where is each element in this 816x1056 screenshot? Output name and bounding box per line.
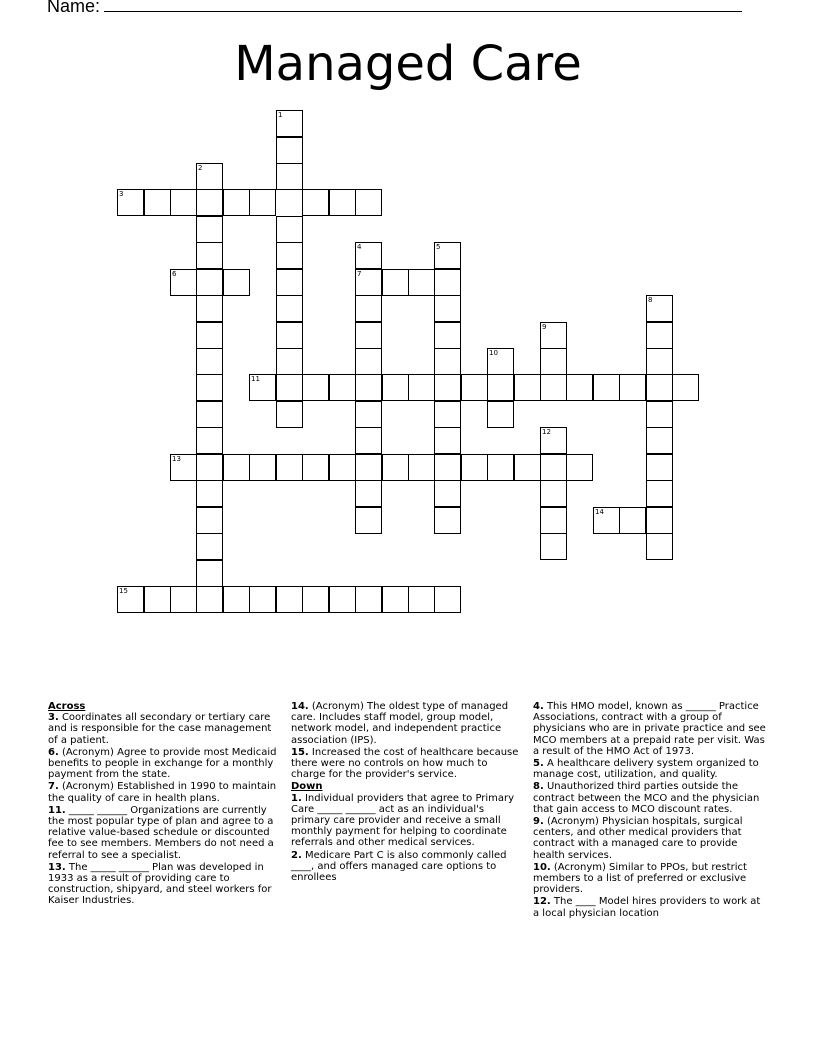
grid-cell[interactable] (355, 480, 382, 507)
grid-cell[interactable] (329, 189, 356, 216)
grid-cell[interactable] (196, 322, 223, 349)
cell-number-7: 7 (357, 270, 362, 278)
grid-cell[interactable] (196, 586, 223, 613)
grid-cell[interactable] (276, 269, 303, 296)
grid-cell[interactable] (434, 401, 461, 428)
grid-cell[interactable] (196, 295, 223, 322)
grid-cell[interactable] (646, 322, 673, 349)
grid-cell[interactable] (434, 295, 461, 322)
grid-cell[interactable] (434, 322, 461, 349)
clue-item: 10. (Acronym) Similar to PPOs, but restrict members to a list of preferred or exclusive providers. (533, 861, 747, 896)
grid-cell[interactable] (487, 374, 514, 401)
grid-cell[interactable] (329, 586, 356, 613)
grid-cell[interactable] (382, 454, 409, 481)
grid-cell[interactable] (276, 137, 303, 164)
cell-number-10: 10 (489, 349, 498, 357)
grid-cell[interactable] (355, 586, 382, 613)
grid-cell[interactable] (196, 374, 223, 401)
grid-cell[interactable] (144, 189, 171, 216)
grid-cell[interactable] (566, 374, 593, 401)
grid-cell[interactable] (276, 374, 303, 401)
cell-number-13: 13 (172, 455, 181, 463)
grid-cell[interactable] (646, 480, 673, 507)
grid-cell[interactable] (593, 374, 620, 401)
clue-item: 6. (Acronym) Agree to provide most Medicaid benefits to people in exchange for a monthly payment from the state. (48, 746, 277, 781)
grid-cell[interactable] (223, 189, 250, 216)
grid-cell[interactable] (223, 454, 250, 481)
grid-cell[interactable] (566, 454, 593, 481)
grid-cell[interactable] (276, 295, 303, 322)
grid-cell[interactable] (355, 374, 382, 401)
grid-cell[interactable] (249, 454, 276, 481)
grid-cell[interactable] (382, 269, 409, 296)
grid-cell[interactable] (540, 480, 567, 507)
clue-item: 14. (Acronym) The oldest type of managed care. Includes staff model, group model, network model, and independent practice association (IPS). (291, 701, 509, 746)
clue-item: 4. This HMO model, known as ______ Practice Associations, contract with a group of physicians who are in private practice and see MCO members at a prepaid rate per visit. Was a result of the HMO Act of 1973. (533, 701, 766, 757)
grid-cell[interactable] (355, 401, 382, 428)
grid-cell[interactable] (302, 189, 329, 216)
grid-cell[interactable] (434, 454, 461, 481)
grid-cell[interactable] (196, 348, 223, 375)
clue-item: 3. Coordinates all secondary or tertiary care and is responsible for the case management of a patient. (48, 712, 272, 746)
grid-cell[interactable] (196, 454, 223, 481)
grid-cell[interactable] (408, 269, 435, 296)
grid-cell[interactable] (276, 216, 303, 243)
grid-cell[interactable] (196, 480, 223, 507)
grid-cell[interactable] (646, 348, 673, 375)
grid-cell[interactable] (646, 374, 673, 401)
grid-cell[interactable] (540, 533, 567, 560)
clue-column-1 (48, 701, 280, 908)
grid-cell[interactable] (540, 374, 567, 401)
grid-cell[interactable] (302, 374, 329, 401)
grid-cell[interactable] (434, 374, 461, 401)
grid-cell[interactable] (223, 269, 250, 296)
grid-cell[interactable] (276, 348, 303, 375)
grid-cell[interactable] (355, 295, 382, 322)
grid-cell[interactable] (434, 348, 461, 375)
grid-cell[interactable] (408, 374, 435, 401)
clue-item: 11. _____ ______ Organizations are currently the most popular type of plan and agree to a relative value-based schedule or discounted fee to see members. Members do not need a referral to see a specialist. (48, 804, 274, 861)
clue-column-2 (291, 701, 525, 884)
grid-cell[interactable] (646, 454, 673, 481)
name-label: Name: (47, 0, 101, 16)
grid-cell[interactable] (408, 586, 435, 613)
grid-cell[interactable] (514, 454, 541, 481)
cell-number-15: 15 (119, 587, 128, 595)
grid-cell[interactable] (249, 189, 276, 216)
grid-cell[interactable] (276, 322, 303, 349)
grid-cell[interactable] (276, 163, 303, 190)
grid-cell[interactable] (540, 507, 567, 534)
grid-cell[interactable] (170, 586, 197, 613)
grid-cell[interactable] (646, 533, 673, 560)
clue-item: 9. (Acronym) Physician hospitals, surgical centers, and other medical providers that contract with a managed care to provide health services. (533, 816, 743, 861)
grid-cell[interactable] (540, 454, 567, 481)
grid-cell[interactable] (355, 507, 382, 534)
grid-cell[interactable] (196, 533, 223, 560)
cell-number-14: 14 (595, 508, 604, 516)
grid-cell[interactable] (540, 348, 567, 375)
grid-cell[interactable] (434, 507, 461, 534)
grid-cell[interactable] (329, 454, 356, 481)
grid-cell[interactable] (302, 454, 329, 481)
cell-number-11: 11 (251, 375, 260, 383)
grid-cell[interactable] (170, 189, 197, 216)
grid-cell[interactable] (196, 242, 223, 269)
grid-cell[interactable] (672, 374, 699, 401)
grid-cell[interactable] (196, 560, 223, 587)
grid-cell[interactable] (249, 586, 276, 613)
cell-number-12: 12 (542, 428, 551, 436)
cell-number-2: 2 (198, 164, 203, 172)
cell-number-8: 8 (648, 296, 653, 304)
grid-cell[interactable] (355, 427, 382, 454)
grid-cell[interactable] (434, 427, 461, 454)
grid-cell[interactable] (434, 480, 461, 507)
grid-cell[interactable] (223, 586, 250, 613)
grid-cell[interactable] (302, 586, 329, 613)
clue-item: 8. Unauthorized third parties outside the contract between the MCO and the physician that gain access to MCO discount rates. (533, 781, 760, 815)
grid-cell[interactable] (408, 454, 435, 481)
grid-cell[interactable] (276, 242, 303, 269)
clue-item: 1. Individual providers that agree to Primary Care _____ ______ act as an individual's primary care provider and receive a small monthly payment for helping to coordinate referrals and other medical services. (291, 792, 515, 849)
grid-cell[interactable] (382, 586, 409, 613)
grid-cell[interactable] (619, 507, 646, 534)
cell-number-1: 1 (278, 111, 283, 119)
grid-cell[interactable] (355, 454, 382, 481)
grid-cell[interactable] (329, 374, 356, 401)
grid-cell[interactable] (646, 401, 673, 428)
grid-cell[interactable] (196, 269, 223, 296)
cell-number-4: 4 (357, 243, 362, 251)
clue-item: 7. (Acronym) Established in 1990 to maintain the quality of care in health plans. (48, 781, 277, 804)
grid-cell[interactable] (434, 269, 461, 296)
grid-cell[interactable] (144, 586, 171, 613)
across-header: Across (48, 701, 86, 712)
clue-item: 15. Increased the cost of healthcare because there were no controls on how much to charge for the provider's service. (291, 746, 519, 781)
grid-cell[interactable] (276, 401, 303, 428)
page-title: Managed Care (234, 36, 582, 92)
down-header: Down (291, 781, 323, 793)
grid-cell[interactable] (276, 586, 303, 613)
grid-cell[interactable] (355, 348, 382, 375)
grid-cell[interactable] (196, 216, 223, 243)
grid-cell[interactable] (355, 322, 382, 349)
grid-cell[interactable] (514, 374, 541, 401)
grid-cell[interactable] (487, 401, 514, 428)
grid-cell[interactable] (355, 189, 382, 216)
clue-column-3 (533, 701, 768, 920)
clue-item: 12. The ____ Model hires providers to work at a local physician location (533, 896, 761, 919)
cell-number-3: 3 (119, 190, 124, 198)
grid-cell[interactable] (434, 586, 461, 613)
cell-number-5: 5 (436, 243, 441, 251)
grid-cell[interactable] (461, 454, 488, 481)
clue-item: 13. The _____ ______ Plan was developed in 1933 as a result of providing care to construction, shipyard, and steel workers for Kaiser Industries. (48, 861, 272, 907)
grid-cell[interactable] (382, 374, 409, 401)
cell-number-6: 6 (172, 270, 177, 278)
grid-cell[interactable] (646, 427, 673, 454)
clue-item: 2. Medicare Part C is also commonly called ____, and offers managed care options to enrollees (291, 849, 507, 884)
grid-cell[interactable] (646, 507, 673, 534)
grid-cell[interactable] (461, 374, 488, 401)
clue-item: 5. A healthcare delivery system organized to manage cost, utilization, and quality. (533, 758, 759, 781)
grid-cell[interactable] (487, 454, 514, 481)
grid-cell[interactable] (619, 374, 646, 401)
grid-cell[interactable] (196, 507, 223, 534)
grid-cell[interactable] (196, 189, 223, 216)
cell-number-9: 9 (542, 323, 547, 331)
grid-cell[interactable] (196, 401, 223, 428)
grid-cell[interactable] (276, 454, 303, 481)
grid-cell[interactable] (196, 427, 223, 454)
